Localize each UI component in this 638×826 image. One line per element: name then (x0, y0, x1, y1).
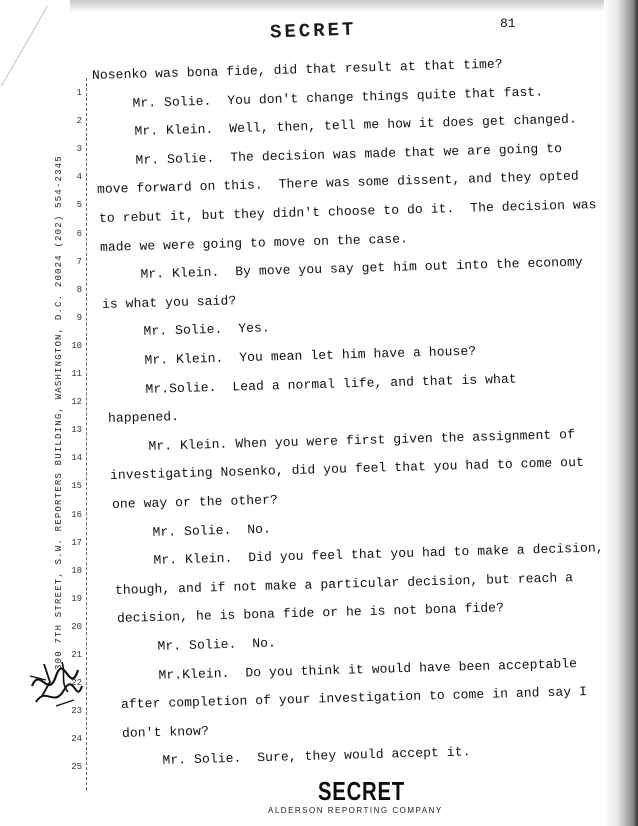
line-number: 7 (76, 256, 82, 267)
line-number: 24 (71, 734, 82, 745)
line-number: 3 (76, 144, 82, 155)
transcript-line: move forward on this. There was some dissent, and they opted (96, 168, 580, 198)
line-number: 1 (76, 88, 82, 98)
line-number: 25 (71, 762, 82, 773)
line-number: 15 (71, 481, 82, 492)
line-number: 19 (71, 593, 82, 604)
transcript-line: Mr. Klein. When you were first given the assignment of (108, 426, 576, 455)
transcript-line: is what you said? (102, 293, 237, 312)
transcript-line: Mr. Solie. Sure, they would accept it. (122, 744, 471, 770)
transcript-line: Mr. Klein. You mean let him have a house? (104, 343, 477, 369)
line-number: 17 (71, 537, 82, 548)
footer-classification-stamp: SECRET (318, 776, 405, 806)
margin-rule (86, 78, 87, 790)
scan-right-edge (604, 0, 638, 826)
line-number: 20 (71, 621, 82, 632)
transcript-line: Nosenko was bona fide, did that result at that time? (91, 56, 503, 83)
transcript-line: Mr. Klein. Did you feel that you had to make a decision, (113, 540, 605, 570)
line-number: 11 (71, 369, 82, 379)
transcript-line: happened. (107, 409, 179, 427)
transcript-line: Mr.Klein. Do you think it would have been acceptable (119, 655, 578, 684)
scan-top-shadow (70, 0, 638, 12)
transcript-line: after completion of your investigation to come in and say I (120, 684, 587, 713)
line-number: 23 (71, 706, 82, 717)
transcript-line: though, and if not make a particular decision, but reach a (115, 570, 574, 598)
transcript-line: Mr. Solie. You don't change things quite that fast. (93, 84, 544, 112)
transcript-line: don't know? (121, 723, 209, 741)
line-number: 9 (76, 312, 82, 323)
line-number: 14 (71, 453, 82, 464)
line-number: 12 (71, 397, 82, 408)
line-number: 13 (71, 425, 82, 436)
line-number: 8 (76, 284, 82, 295)
line-number: 18 (71, 565, 82, 576)
footer-company-name: ALDERSON REPORTING COMPANY (268, 806, 443, 815)
line-number: 21 (71, 650, 82, 660)
transcript-line: Mr. Klein. Well, then, tell me how it does get changed. (94, 111, 577, 141)
transcript-line: Mr. Klein. By move you say get him out into the economy (100, 254, 584, 284)
line-number: 2 (76, 116, 82, 127)
transcript-line: to rebut it, but they didn't choose to do it. The decision was (98, 197, 597, 226)
line-number: 16 (71, 509, 82, 520)
transcript-line: decision, he is bona fide or he is not bona fide? (116, 600, 504, 627)
transcript-line: Mr. Solie. Yes. (103, 320, 270, 341)
line-number: 22 (71, 678, 82, 689)
transcript-line: investigating Nosenko, did you feel that you had to come out (109, 455, 585, 484)
line-number: 10 (71, 340, 82, 351)
transcript-line: Mr. Solie. No. (117, 635, 277, 655)
line-number: 4 (76, 172, 82, 183)
transcript-line: one way or the other? (111, 492, 278, 512)
transcript-line: made we were going to move on the case. (99, 230, 409, 255)
line-number: 5 (76, 200, 82, 211)
page-number: 81 (500, 16, 516, 31)
reporter-address-margin-text: 300 7TH STREET, S.W. REPORTERS BUILDING, WASHINGTON, D.C. 20024 (202) 554-2345 (54, 155, 64, 670)
transcript-line: Mr. Solie. No. (112, 521, 271, 541)
transcript-line: Mr.Solie. Lead a normal life, and that is what (106, 371, 518, 398)
header-classification-stamp: SECRET (269, 18, 357, 44)
transcript-line: Mr. Solie. The decision was made that we are going to (95, 140, 563, 169)
line-number: 6 (76, 228, 82, 239)
